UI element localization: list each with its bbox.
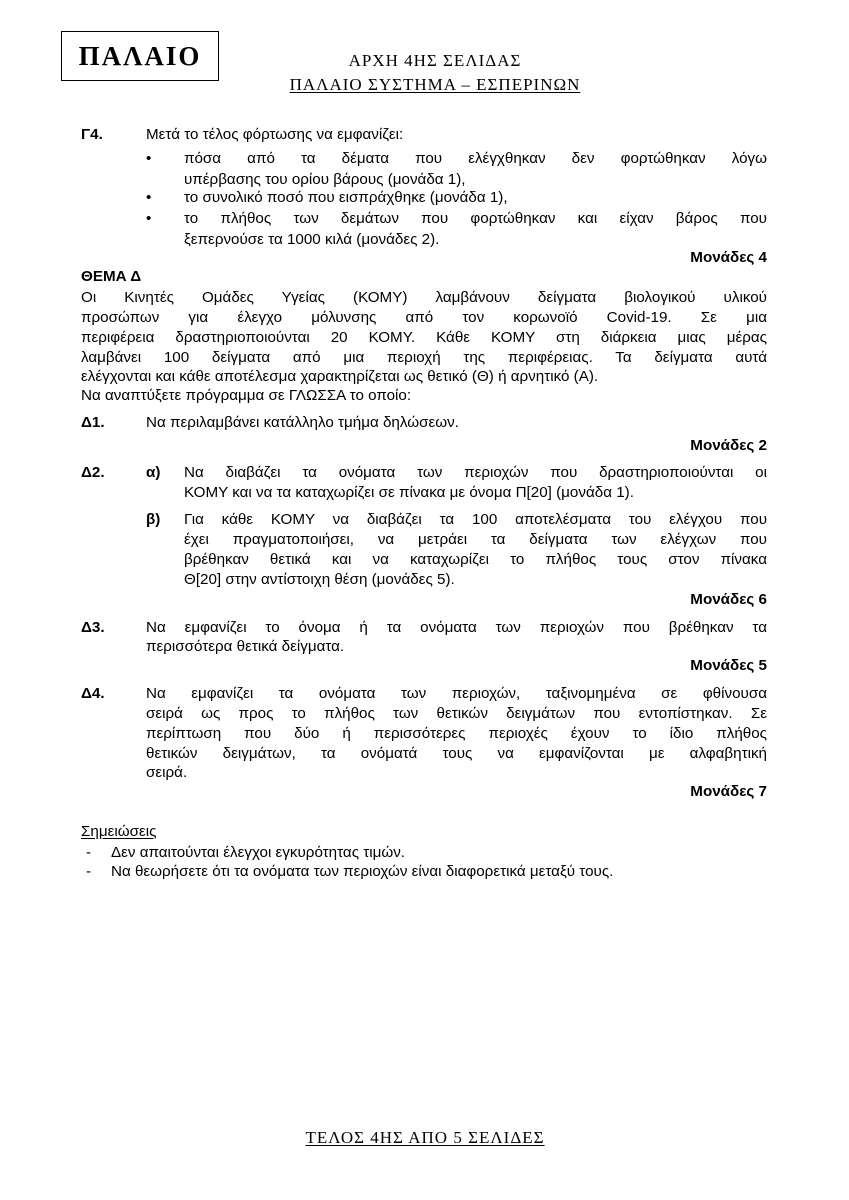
- d1-label: Δ1.: [81, 414, 105, 431]
- d1-marks: Μονάδες 2: [690, 437, 767, 454]
- theme-d-intro-line: προσώπων για έλεγχο μόλυνσης από τον κορωνοϊό Covid-19. Σε μια: [81, 309, 767, 326]
- notes-title: Σημειώσεις: [81, 823, 157, 840]
- g4-bullet-1-line1: πόσα από τα δέματα που ελέγχθηκαν δεν φορτώθηκαν λόγω: [184, 150, 767, 167]
- d2-label: Δ2.: [81, 464, 105, 481]
- d3-marks: Μονάδες 5: [690, 657, 767, 674]
- d4-line: σειρά.: [146, 764, 188, 781]
- d2-a-label: α): [146, 464, 161, 481]
- page-header-line2: ΠΑΛΑΙΟ ΣΥΣΤΗΜΑ – ΕΣΠΕΡΙΝΩΝ: [289, 75, 581, 94]
- d2-b-line: Για κάθε ΚΟΜΥ να διαβάζει τα 100 αποτελέσματα του ελέγχου που: [184, 511, 767, 528]
- d3-line: περισσότερα θετικά δείγματα.: [146, 638, 345, 655]
- d2-b-label: β): [146, 511, 161, 528]
- theme-d-intro-line: περιφέρεια δραστηριοποιούνται 20 ΚΟΜΥ. Κάθε ΚΟΜΥ στη διάρκεια μιας μέρας: [81, 329, 767, 346]
- theme-d-title: ΘΕΜΑ Δ: [81, 268, 142, 285]
- g4-intro: Μετά το τέλος φόρτωσης να εμφανίζει:: [146, 126, 404, 143]
- d2-a-line: Να διαβάζει τα ονόματα των περιοχών που δραστηριοποιούνται οι: [184, 464, 767, 481]
- page-stamp-box: ΠΑΛΑΙΟ: [61, 31, 219, 81]
- theme-d-intro-line: Οι Κινητές Ομάδες Υγείας (ΚΟΜΥ) λαμβάνουν δείγματα βιολογικού υλικού: [81, 289, 767, 306]
- d1-text: Να περιλαμβάνει κατάλληλο τμήμα δηλώσεων.: [146, 414, 459, 431]
- theme-d-intro-line: λαμβάνει 100 δείγματα από μια περιοχή της περιφέρειας. Τα δείγματα αυτά: [81, 349, 767, 366]
- d4-marks: Μονάδες 7: [690, 783, 767, 800]
- d2-marks: Μονάδες 6: [690, 591, 767, 608]
- bullet-icon: •: [146, 189, 152, 206]
- g4-bullet-3-line2: ξεπερνούσε τα 1000 κιλά (μονάδες 2).: [184, 231, 440, 248]
- bullet-icon: •: [146, 210, 152, 227]
- d2-b-line: Θ[20] στην αντίστοιχη θέση (μονάδες 5).: [184, 571, 455, 588]
- d4-line: περίπτωση που δύο ή περισσότερες περιοχές έχουν το ίδιο πλήθος: [146, 725, 767, 742]
- g4-bullet-3-line1: το πλήθος των δεμάτων που φορτώθηκαν και είχαν βάρος που: [184, 210, 767, 227]
- dash-icon: -: [86, 863, 92, 880]
- page-header-line1: ΑΡΧΗ 4ΗΣ ΣΕΛΙΔΑΣ: [348, 51, 522, 70]
- theme-d-intro-line: Να αναπτύξετε πρόγραμμα σε ΓΛΩΣΣΑ το οποίο:: [81, 387, 412, 404]
- theme-d-intro-line: ελέγχονται και κάθε αποτέλεσμα χαρακτηρίζεται ως θετικό (Θ) ή αρνητικό (Α).: [81, 368, 599, 385]
- g4-label: Γ4.: [81, 126, 103, 143]
- g4-bullet-1-line2: υπέρβασης του ορίου βάρους (μονάδα 1),: [184, 171, 466, 188]
- notes-item: Δεν απαιτούνται έλεγχοι εγκυρότητας τιμών.: [111, 844, 406, 861]
- d4-line: θετικών δειγμάτων, τα ονόματά τους να εμφανίζονται με αλφαβητική: [146, 745, 767, 762]
- dash-icon: -: [86, 844, 92, 861]
- notes-item: Να θεωρήσετε ότι τα ονόματα των περιοχών είναι διαφορετικά μεταξύ τους.: [111, 863, 614, 880]
- g4-marks: Μονάδες 4: [690, 249, 767, 266]
- page-footer: ΤΕΛΟΣ 4ΗΣ ΑΠΟ 5 ΣΕΛΙΔΕΣ: [305, 1128, 545, 1147]
- d2-a-line: ΚΟΜΥ και να τα καταχωρίζει σε πίνακα με όνομα Π[20] (μονάδα 1).: [184, 484, 634, 501]
- d2-b-line: βρέθηκαν θετικά και να καταχωρίζει το πλήθος τους στον πίνακα: [184, 551, 767, 568]
- d4-line: σειρά ως προς το πλήθος των θετικών δειγμάτων που εντοπίστηκαν. Σε: [146, 705, 767, 722]
- g4-bullet-2: το συνολικό ποσό που εισπράχθηκε (μονάδα 1),: [184, 189, 508, 206]
- d3-label: Δ3.: [81, 619, 105, 636]
- d4-label: Δ4.: [81, 685, 105, 702]
- d2-b-line: έχει πραγματοποιήσει, να μετράει τα δείγματα των ελέγχων που: [184, 531, 767, 548]
- bullet-icon: •: [146, 150, 152, 167]
- d3-line: Να εμφανίζει το όνομα ή τα ονόματα των περιοχών που βρέθηκαν τα: [146, 619, 767, 636]
- d4-line: Να εμφανίζει τα ονόματα των περιοχών, ταξινομημένα σε φθίνουσα: [146, 685, 767, 702]
